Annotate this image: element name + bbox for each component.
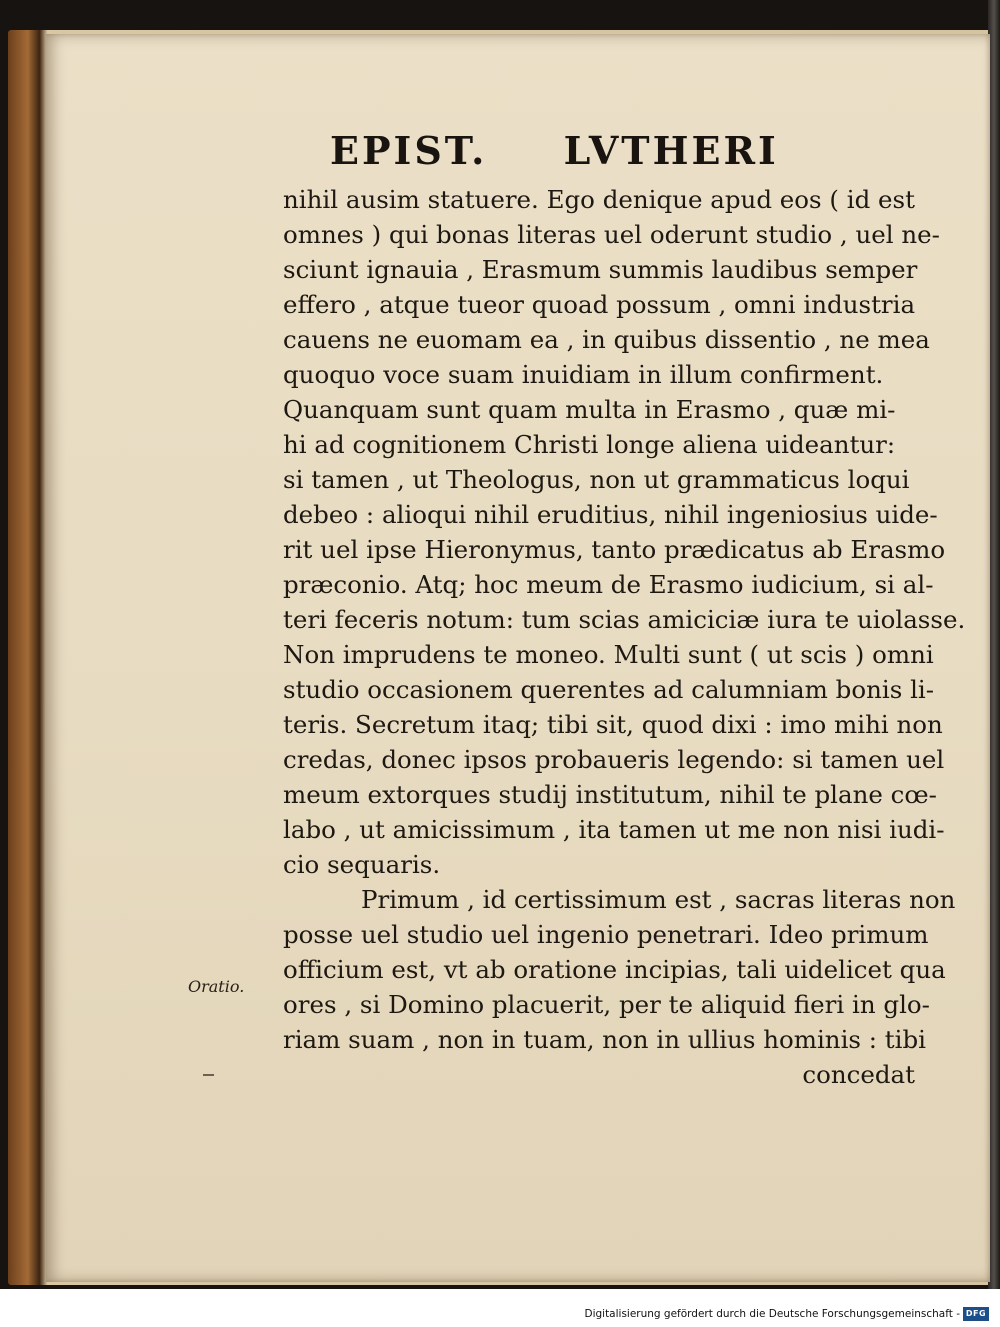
text-line: debeo : alioqui nihil eruditius, nihil ingeniosius uide- <box>283 500 938 529</box>
text-line: omnes ) qui bonas literas uel oderunt studio , uel ne- <box>283 220 940 249</box>
text-line: ores , si Domino placuerit, per te aliquid fieri in glo- <box>283 990 930 1019</box>
text-line: cio sequaris. <box>283 850 441 879</box>
header-left: EPIST. <box>330 128 488 173</box>
footer-credit: Digitalisierung gefördert durch die Deutsche Forschungsgemeinschaft - <box>584 1308 960 1320</box>
text-line: officium est, vt ab oratione incipias, tali uidelicet qua <box>283 955 946 984</box>
text-line: posse uel studio uel ingenio penetrari. Ideo primum <box>283 920 929 949</box>
text-line: Non imprudens te moneo. Multi sunt ( ut scis ) omni <box>283 640 934 669</box>
text-line: quoquo voce suam inuidiam in illum confirment. <box>283 360 884 389</box>
running-header <box>330 128 810 173</box>
text-line: præconio. Atq; hoc meum de Erasmo iudicium, si al- <box>283 570 934 599</box>
text-line: rit uel ipse Hieronymus, tanto prædicatus ab Erasmo <box>283 535 946 564</box>
marginal-note: Oratio. <box>188 977 245 996</box>
text-line: cauens ne euomam ea , in quibus dissentio , ne mea <box>283 325 930 354</box>
text-line: nihil ausim statuere. Ego denique apud eos ( id est <box>283 185 915 214</box>
text-line: Quanquam sunt quam multa in Erasmo , quæ mi- <box>283 395 896 424</box>
paragraph-start-line: Primum , id certissimum est , sacras literas non <box>361 885 956 914</box>
text-line: labo , ut amicissimum , ita tamen ut me non nisi iudi- <box>283 815 945 844</box>
dfg-logo-icon: DFG <box>963 1307 989 1321</box>
footer-bar <box>0 1289 1000 1327</box>
text-line: teri feceris notum: tum scias amiciciæ iura te uiolasse. <box>283 605 966 634</box>
text-line: meum extorques studij institutum, nihil te plane cœ- <box>283 780 937 809</box>
text-line: credas, donec ipsos probaueris legendo: si tamen uel <box>283 745 945 774</box>
text-line: riam suam , non in tuam, non in ullius hominis : tibi <box>283 1025 927 1054</box>
catchword: concedat <box>802 1060 915 1089</box>
text-line: teris. Secretum itaq; tibi sit, quod dixi : imo mihi non <box>283 710 943 739</box>
text-line: sciunt ignauia , Erasmum summis laudibus semper <box>283 255 918 284</box>
text-line: studio occasionem querentes ad calumniam bonis li- <box>283 675 935 704</box>
text-line: hi ad cognitionem Christi longe aliena uideantur: <box>283 430 896 459</box>
page-text <box>283 182 966 1092</box>
text-line: effero , atque tueor quoad possum , omni industria <box>283 290 916 319</box>
margin-mark <box>203 1074 214 1076</box>
header-right: LVTHERI <box>563 128 779 173</box>
text-line: si tamen , ut Theologus, non ut grammaticus loqui <box>283 465 910 494</box>
